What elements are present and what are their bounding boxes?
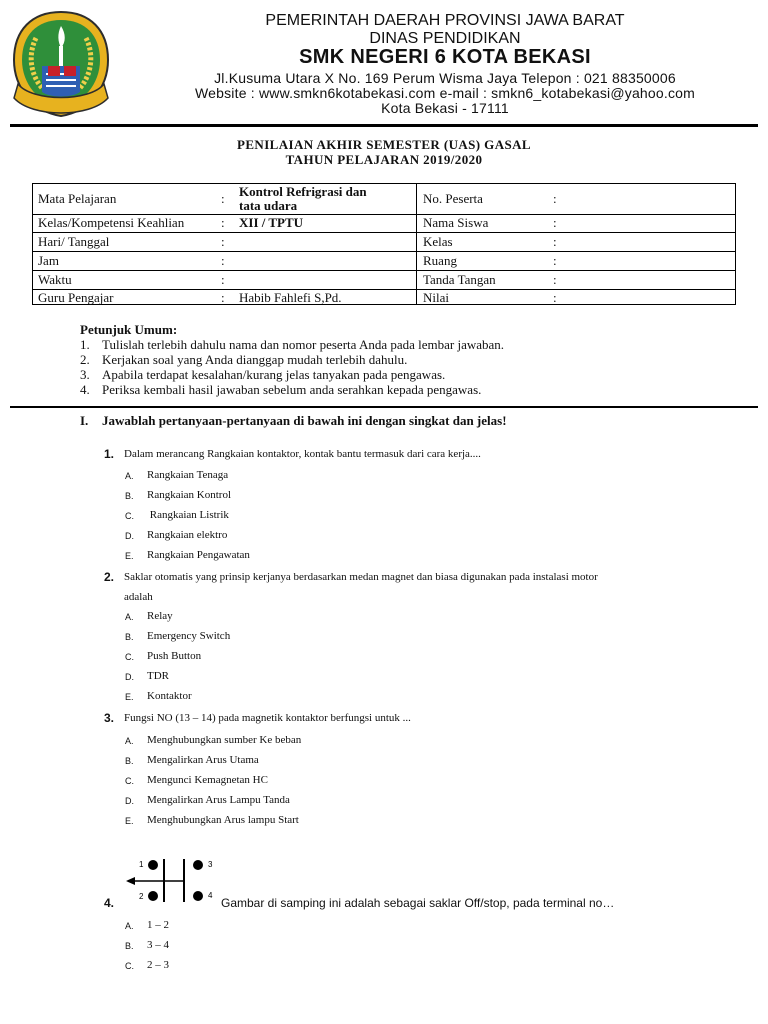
question-text: Dalam merancang Rangkaian kontaktor, kontak bantu termasuk dari cara kerja.... (124, 448, 481, 460)
option-text: Mengunci Kemagnetan HC (147, 774, 268, 786)
option-letter: D. (125, 531, 134, 541)
question-number: 2. (104, 570, 115, 584)
terminal-label-1: 1 (139, 860, 144, 869)
colon: : (553, 234, 557, 249)
waktu-label: Waktu (38, 272, 72, 287)
option-text: Rangkaian Kontrol (147, 489, 232, 501)
terminal-1-contact (148, 860, 158, 870)
option-letter: B. (125, 941, 134, 951)
push-button-switch-diagram (120, 855, 230, 907)
section-roman-numeral: I. (80, 413, 89, 428)
option-letter: B. (125, 756, 134, 766)
question-text: Fungsi NO (13 – 14) pada magnetik kontaktor berfungsi untuk ... (124, 712, 411, 724)
option-text: Menghubungkan Arus lampu Start (147, 814, 299, 826)
instruction-text: Kerjakan soal yang Anda dianggap mudah terlebih dahulu. (102, 352, 408, 367)
tanda-tangan-label: Tanda Tangan (423, 272, 496, 287)
jam-label: Jam (38, 253, 59, 268)
option-letter: E. (125, 816, 134, 826)
kelas-label: Kelas (423, 234, 453, 249)
question-text: Saklar otomatis yang prinsip kerjanya berdasarkan medan magnet dan biasa digunakan pada instalasi motor (124, 571, 598, 583)
mapel-value-line2: tata udara (239, 198, 298, 213)
mapel-label: Mata Pelajaran (38, 191, 117, 206)
exam-year: TAHUN PELAJARAN 2019/2020 (285, 152, 483, 167)
student-info-table (32, 183, 736, 305)
option-letter: A. (125, 736, 134, 746)
option-letter: A. (125, 612, 134, 622)
option-text: TDR (147, 670, 169, 682)
guru-pengajar-value: Habib Fahlefi S,Pd. (239, 290, 342, 305)
info-row-hari (33, 233, 735, 251)
option-text: Rangkaian Pengawatan (147, 549, 250, 561)
instruction-text: Tulislah terlebih dahulu nama dan nomor peserta Anda pada lembar jawaban. (102, 337, 505, 352)
info-row-waktu (33, 271, 735, 289)
hari-tanggal-label: Hari/ Tanggal (38, 234, 110, 249)
nama-siswa-label: Nama Siswa (423, 215, 489, 230)
section-title (80, 413, 507, 429)
school-name: SMK NEGERI 6 KOTA BEKASI (299, 46, 591, 68)
actuator-arrow-icon (126, 877, 135, 885)
question-number: 4. (104, 896, 115, 910)
school-website-email: Website : www.smkn6kotabekasi.com e-mail : smkn6_kotabekasi@yahoo.com (194, 85, 696, 101)
guru-pengajar-label: Guru Pengajar (38, 290, 114, 305)
option-letter: A. (125, 471, 134, 481)
instruction-number: 3. (80, 367, 90, 382)
option-letter: C. (125, 652, 134, 662)
section-divider (10, 406, 758, 408)
instruction-text: Apabila terdapat kesalahan/kurang jelas tanyakan pada pengawas. (102, 367, 446, 382)
colon: : (221, 253, 225, 268)
question-number: 1. (104, 447, 115, 461)
colon: : (221, 272, 225, 287)
option-letter: E. (125, 551, 134, 561)
colon: : (221, 191, 225, 206)
mapel-value (239, 185, 367, 213)
info-row-mapel (33, 184, 735, 214)
instruction-number: 4. (80, 382, 90, 397)
colon: : (553, 272, 557, 287)
government-heading: PEMERINTAH DAERAH PROVINSI JAWA BARAT (265, 12, 625, 29)
exam-title: PENILAIAN AKHIR SEMESTER (UAS) GASAL (237, 137, 531, 152)
option-letter: E. (125, 692, 134, 702)
kelas-kompetensi-label: Kelas/Kompetensi Keahlian (38, 215, 185, 230)
colon: : (553, 290, 557, 305)
terminal-label-2: 2 (139, 892, 144, 901)
terminal-4-contact (193, 891, 203, 901)
school-emblem-logo (8, 8, 114, 120)
instruction-item (80, 352, 407, 368)
colon: : (221, 234, 225, 249)
info-row-guru (33, 289, 735, 307)
option-letter: B. (125, 632, 134, 642)
info-row-kelas-kompetensi (33, 214, 735, 232)
terminal-3-contact (193, 860, 203, 870)
terminal-label-4: 4 (208, 891, 213, 900)
colon: : (553, 191, 557, 206)
letterhead-divider (10, 124, 758, 127)
option-letter: C. (125, 511, 134, 521)
option-letter: D. (125, 672, 134, 682)
instructions-title: Petunjuk Umum: (80, 322, 178, 337)
info-row-jam (33, 252, 735, 270)
nilai-label: Nilai (423, 290, 449, 305)
school-address: Jl.Kusuma Utara X No. 169 Perum Wisma Jaya Telepon : 021 88350006 (214, 70, 676, 86)
option-text: 1 – 2 (147, 919, 169, 931)
kelas-kompetensi-value: XII / TPTU (239, 215, 304, 230)
terminal-2-contact (148, 891, 158, 901)
instruction-text: Periksa kembali hasil jawaban sebelum anda serahkan kepada pengawas. (102, 382, 482, 397)
option-letter: B. (125, 491, 134, 501)
question-text-line2: adalah (124, 591, 153, 603)
section-title-text: Jawablah pertanyaan-pertanyaan di bawah ini dengan singkat dan jelas! (102, 413, 507, 428)
option-letter: D. (125, 796, 134, 806)
option-letter: C. (125, 961, 134, 971)
colon: : (553, 215, 557, 230)
option-text: Menghubungkan sumber Ke beban (147, 734, 302, 746)
ruang-label: Ruang (423, 253, 457, 268)
instruction-item (80, 367, 445, 383)
no-peserta-label: No. Peserta (423, 191, 483, 206)
option-text: Rangkaian elektro (147, 529, 228, 541)
option-text: Emergency Switch (147, 630, 231, 642)
question-number: 3. (104, 711, 115, 725)
colon: : (221, 215, 225, 230)
option-text: Rangkaian Tenaga (147, 469, 229, 481)
option-text: Relay (147, 610, 173, 622)
option-text: Mengalirkan Arus Lampu Tanda (147, 794, 290, 806)
department-heading: DINAS PENDIDIKAN (369, 30, 521, 47)
terminal-label-3: 3 (208, 860, 213, 869)
instruction-item (80, 382, 481, 398)
instruction-item (80, 337, 504, 353)
option-text: Mengalirkan Arus Utama (147, 754, 259, 766)
option-letter: C. (125, 776, 134, 786)
option-letter: A. (125, 921, 134, 931)
option-text: 3 – 4 (147, 939, 169, 951)
option-text: Push Button (147, 650, 202, 662)
option-text: Rangkaian Listrik (147, 509, 229, 521)
question-text: Gambar di samping ini adalah sebagai saklar Off/stop, pada terminal no… (221, 896, 615, 910)
instruction-number: 2. (80, 352, 90, 367)
option-text: Kontaktor (147, 690, 192, 702)
colon: : (553, 253, 557, 268)
instruction-number: 1. (80, 337, 90, 352)
school-city: Kota Bekasi - 17111 (381, 100, 509, 116)
colon: : (221, 290, 225, 305)
mapel-value-line1: Kontrol Refrigrasi dan (239, 184, 367, 199)
option-text: 2 – 3 (147, 959, 169, 971)
